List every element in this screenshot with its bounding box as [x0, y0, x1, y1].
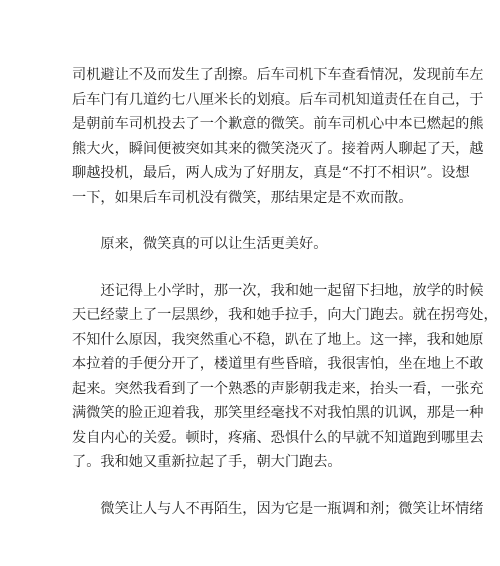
- text-line: 本拉着的手便分开了，楼道里有些昏暗，我很害怕，坐在地上不敢: [72, 356, 484, 372]
- paragraph-4: [72, 497, 484, 522]
- paragraph-gap: [72, 210, 434, 232]
- text-line: 天已经蒙上了一层黑纱，我和她手拉手，向大门跑去。就在拐弯处，: [72, 307, 498, 323]
- text-line: 一下，如果后车司机没有微笑，那结果定是不欢而散。: [72, 189, 413, 206]
- text-line: 熊大火，瞬间便被突如其来的微笑浇灭了。接着两人聊起了天，越: [72, 140, 484, 157]
- document-page: [72, 63, 498, 521]
- text-line: 后车门有几道约七八厘米长的划痕。后车司机知道责任在自己，于: [72, 91, 484, 108]
- paragraph-3: [72, 279, 498, 475]
- text-line: 司机避让不及而发生了刮擦。后车司机下车查看情况，发现前车左: [72, 67, 484, 83]
- text-line: 了。我和她又重新拉起了手，朝大门跑去。: [72, 454, 342, 470]
- text-line: 不知什么原因，我突然重心不稳，趴在了地上。这一摔，我和她原: [72, 331, 484, 348]
- text-line: 起来。突然我看到了一个熟悉的声影朝我走来，抬头一看，一张充: [72, 380, 484, 397]
- paragraph-1: [72, 63, 484, 210]
- text-line: 聊越投机，最后，两人成为了好朋友，真是“不打不相识”。设想: [72, 165, 470, 181]
- text-line: 还记得上小学时，那一次，我和她一起留下扫地，放学的时候: [72, 282, 484, 299]
- text-line: 微笑让人与人不再陌生，因为它是一瓶调和剂；微笑让坏情绪: [72, 500, 484, 517]
- text-line: 发自内心的关爱。顿时，疼痛、恐惧什么的早就不知道跑到哪里去: [72, 429, 484, 446]
- text-line: 是朝前车司机投去了一个歉意的微笑。前车司机心中本已燃起的熊: [72, 116, 484, 132]
- text-line: 原来，微笑真的可以让生活更美好。: [72, 236, 328, 252]
- text-line: 满微笑的脸正迎着我，那笑里经毫找不对我怕黑的讥讽，那是一种: [72, 405, 484, 421]
- paragraph-gap: [72, 475, 434, 497]
- paragraph-gap: [72, 257, 434, 279]
- paragraph-2: [72, 232, 434, 257]
